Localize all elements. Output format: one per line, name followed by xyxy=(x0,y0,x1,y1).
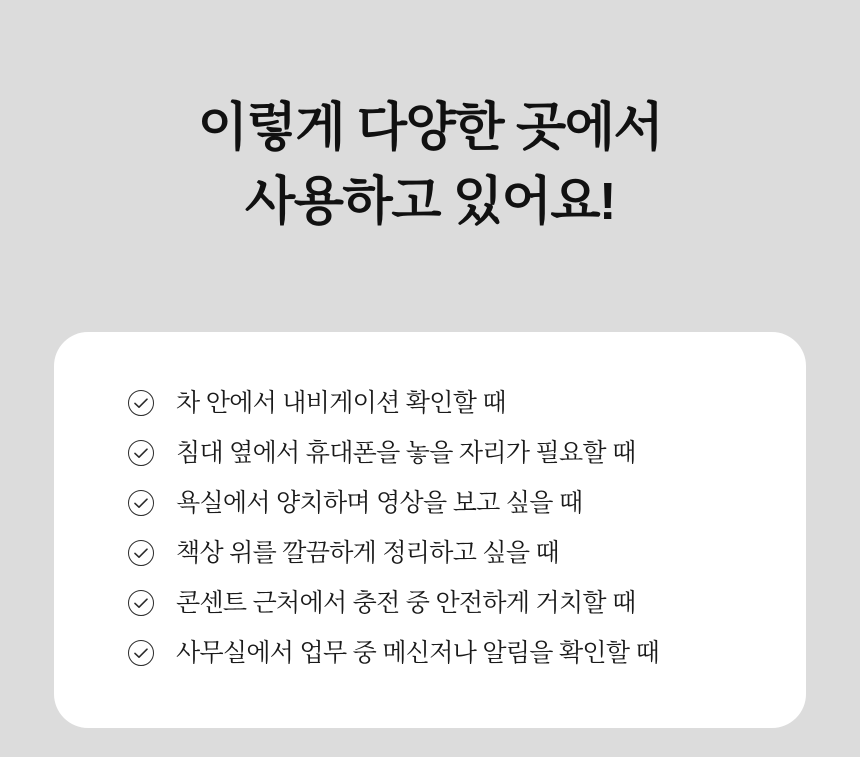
check-circle-icon xyxy=(128,590,154,616)
check-circle-icon xyxy=(128,540,154,566)
check-circle-icon xyxy=(128,440,154,466)
list-item-label: 책상 위를 깔끔하게 정리하고 싶을 때 xyxy=(176,539,559,568)
check-circle-icon xyxy=(128,640,154,666)
list-item xyxy=(54,488,806,518)
page-title-line-2: 사용하고 있어요! xyxy=(245,172,615,231)
list-item xyxy=(54,388,806,418)
list-item xyxy=(54,638,806,668)
check-circle-icon xyxy=(128,390,154,416)
use-cases-card xyxy=(54,332,806,728)
list-item-label: 사무실에서 업무 중 메신저나 알림을 확인할 때 xyxy=(176,639,660,668)
page-title-line-1: 이렇게 다양한 곳에서 xyxy=(197,99,663,157)
list-item xyxy=(54,588,806,618)
check-circle-icon xyxy=(128,490,154,516)
list-item-label: 욕실에서 양치하며 영상을 보고 싶을 때 xyxy=(176,489,583,518)
list-item-label: 침대 옆에서 휴대폰을 놓을 자리가 필요할 때 xyxy=(176,439,636,468)
page-title xyxy=(0,92,860,240)
list-item-label: 콘센트 근처에서 충전 중 안전하게 거치할 때 xyxy=(176,589,636,618)
list-item-label: 차 안에서 내비게이션 확인할 때 xyxy=(176,389,506,418)
list-item xyxy=(54,538,806,568)
list-item xyxy=(54,438,806,468)
